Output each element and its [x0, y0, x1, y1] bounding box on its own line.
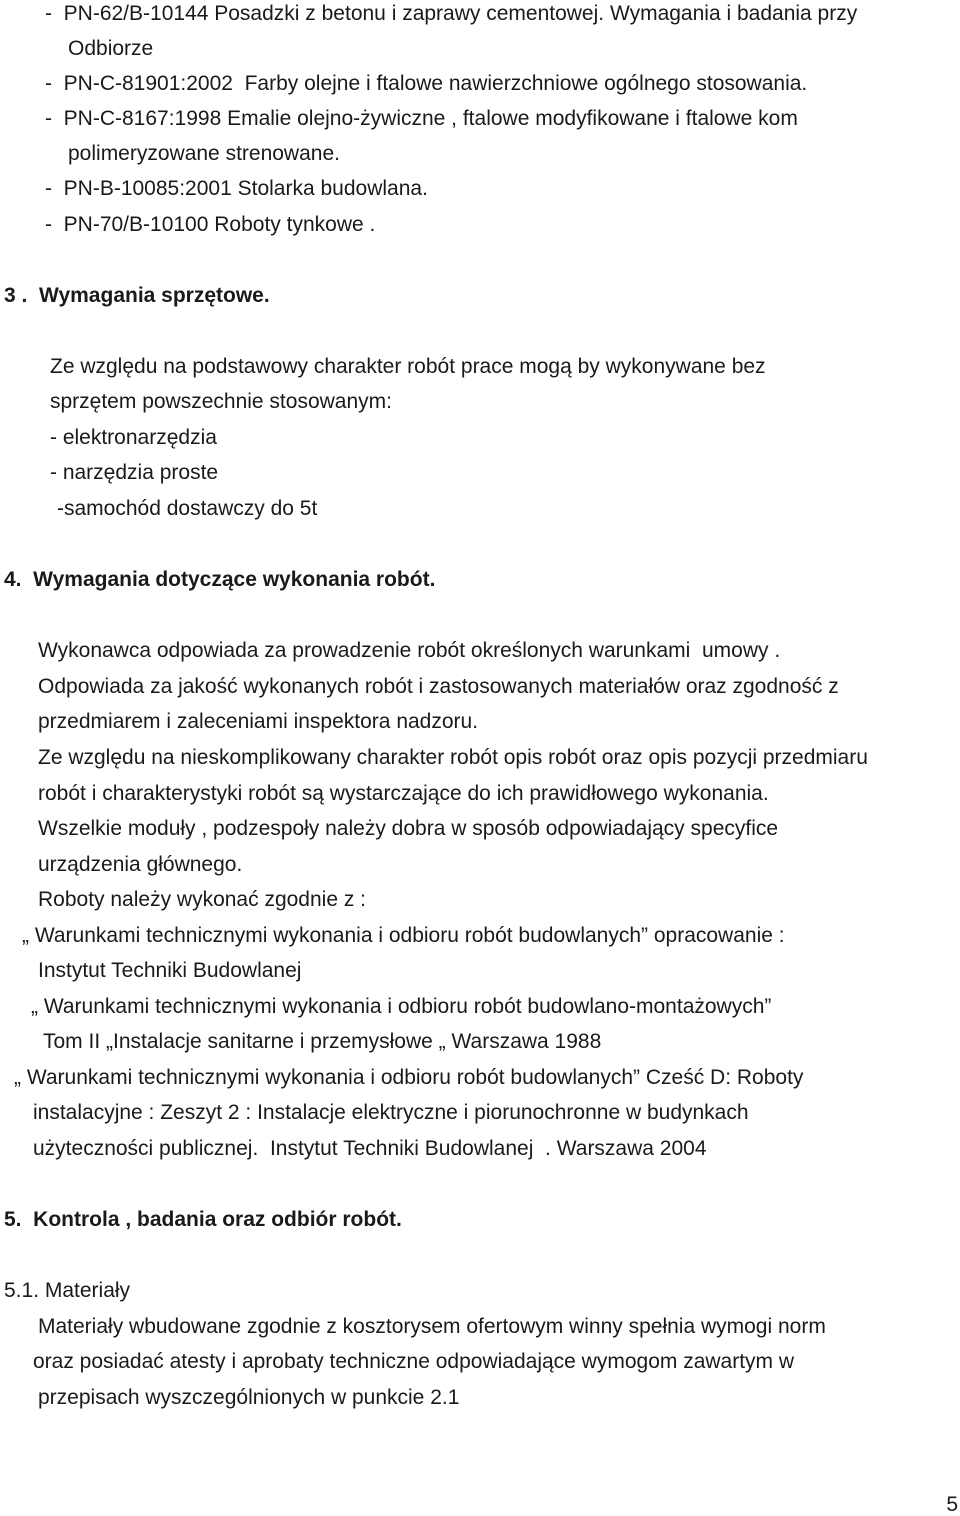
section-5-heading: 5. Kontrola , badania oraz odbiór robót.: [4, 1208, 402, 1231]
section-4-line: przedmiarem i zaleceniami inspektora nadzoru.: [38, 710, 479, 733]
standard-item-continuation: Odbiorze: [68, 37, 154, 60]
section-5-1-line: przepisach wyszczególnionych w punkcie 2.1: [38, 1386, 460, 1409]
section-3-line: Ze względu na podstawowy charakter robót prace mogą by wykonywane bez: [50, 355, 766, 378]
section-4-line: Odpowiada za jakość wykonanych robót i zastosowanych materiałów oraz zgodność z: [38, 675, 839, 698]
standard-item-continuation: polimeryzowane strenowane.: [68, 142, 340, 165]
section-5-1-heading: 5.1. Materiały: [4, 1279, 131, 1302]
standard-item: - PN-C-81901:2002 Farby olejne i ftalowe nawierzchniowe ogólnego stosowania.: [45, 72, 808, 95]
reference-publisher: Tom II „Instalacje sanitarne i przemysłowe „ Warszawa 1988: [43, 1030, 602, 1053]
section-3-line: sprzętem powszechnie stosowanym:: [50, 390, 392, 413]
reference-title: „ Warunkami technicznymi wykonania i odbioru robót budowlanych” Cześć D: Roboty: [14, 1066, 804, 1089]
section-4-line: Roboty należy wykonać zgodnie z :: [38, 888, 367, 911]
section-4-line: Wszelkie moduły , podzespoły należy dobra w sposób odpowiadający specyfice: [38, 817, 779, 840]
standard-item: - PN-62/B-10144 Posadzki z betonu i zaprawy cementowej. Wymagania i badania przy: [45, 2, 858, 25]
section-4-line: robót i charakterystyki robót są wystarczające do ich prawidłowego wykonania.: [38, 782, 769, 805]
section-3-list-item: - elektronarzędzia: [50, 426, 217, 449]
reference-publisher: Instytut Techniki Budowlanej: [38, 959, 302, 982]
reference-title: „ Warunkami technicznymi wykonania i odbioru robót budowlanych” opracowanie :: [22, 924, 785, 947]
section-4-line: Ze względu na nieskomplikowany charakter robót opis robót oraz opis pozycji przedmiaru: [38, 746, 868, 769]
section-4-heading: 4. Wymagania dotyczące wykonania robót.: [4, 568, 436, 591]
section-3-heading: 3 . Wymagania sprzętowe.: [4, 284, 270, 307]
standard-item: - PN-C-8167:1998 Emalie olejno-żywiczne , ftalowe modyfikowane i ftalowe kom: [45, 107, 798, 130]
standard-item: - PN-70/B-10100 Roboty tynkowe .: [45, 213, 376, 236]
reference-continuation: instalacyjne : Zeszyt 2 : Instalacje elektryczne i piorunochronne w budynkach: [33, 1101, 749, 1124]
standard-item: - PN-B-10085:2001 Stolarka budowlana.: [45, 177, 428, 200]
section-5-1-line: Materiały wbudowane zgodnie z kosztorysem ofertowym winny spełnia wymogi norm: [38, 1315, 826, 1338]
reference-publisher: użyteczności publicznej. Instytut Techniki Budowlanej . Warszawa 2004: [33, 1137, 707, 1160]
section-3-list-item: - narzędzia proste: [50, 461, 219, 484]
section-4-line: urządzenia głównego.: [38, 853, 243, 876]
section-4-line: Wykonawca odpowiada za prowadzenie robót określonych warunkami umowy .: [38, 639, 781, 662]
section-5-1-line: oraz posiadać atesty i aprobaty techniczne odpowiadające wymogom zawartym w: [33, 1350, 795, 1373]
section-3-list-item: -samochód dostawczy do 5t: [57, 497, 318, 520]
reference-title: „ Warunkami technicznymi wykonania i odbioru robót budowlano-montażowych”: [31, 995, 772, 1018]
page-number: 5: [946, 1493, 958, 1516]
